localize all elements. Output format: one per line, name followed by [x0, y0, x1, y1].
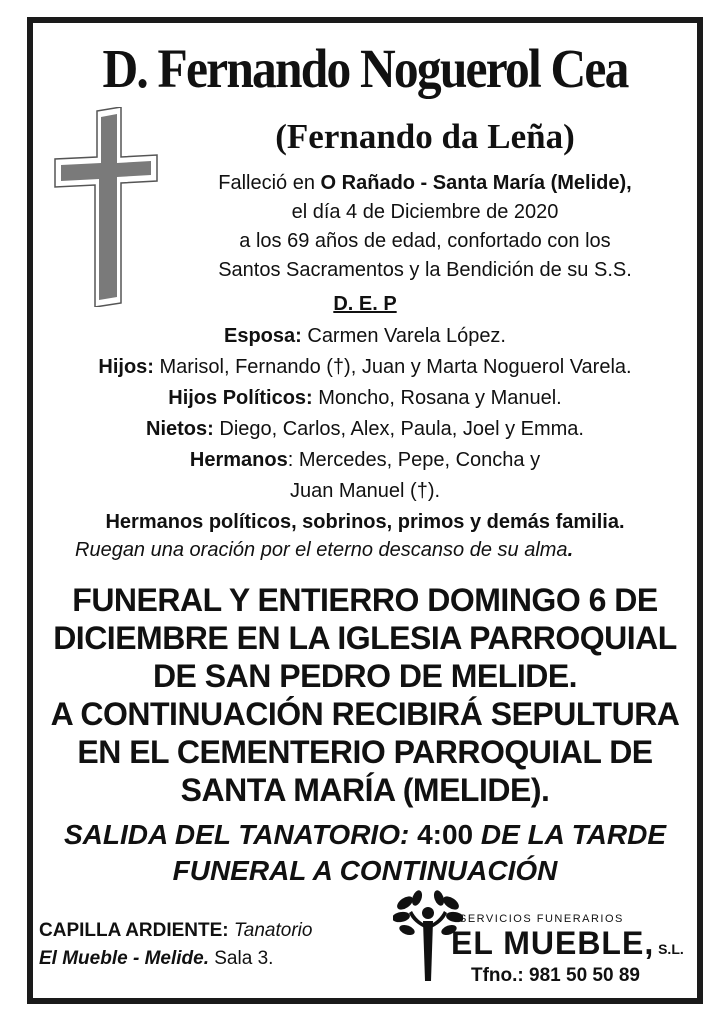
family-esposa — [33, 321, 697, 352]
family-politicos — [33, 383, 697, 414]
wake-info — [39, 917, 312, 973]
esposa-label: Esposa: — [224, 325, 302, 347]
funeral-line: FUNERAL Y ENTIERRO DOMINGO 6 DE — [72, 582, 658, 618]
politicos-value: Moncho, Rosana y Manuel. — [312, 387, 562, 409]
wake-place: Tanatorio — [228, 920, 313, 941]
family-hermanos-cont: Juan Manuel (†). — [289, 480, 441, 502]
logo-brand — [451, 925, 684, 962]
family-hijos — [33, 352, 697, 383]
logo-brand-suffix: S.L. — [654, 941, 684, 957]
dep-heading: D. E. P — [333, 293, 397, 315]
family-hermanos — [33, 445, 697, 476]
funeral-home-logo — [393, 889, 693, 989]
hermanos-label: Hermanos — [189, 449, 288, 471]
funeral-line: DE SAN PEDRO DE MELIDE. — [152, 658, 578, 694]
hijos-label: Hijos: — [98, 356, 154, 378]
logo-phone: Tfno.: 981 50 50 89 — [471, 965, 640, 986]
funeral-line: A CONTINUACIÓN RECIBIRÁ SEPULTURA — [50, 696, 680, 732]
wake-label: CAPILLA ARDIENTE: — [39, 920, 229, 941]
death-details — [163, 169, 687, 285]
prayer-text: Ruegan una oración por el eterno descanso de su alma — [75, 539, 568, 561]
logo-brand-name: EL MUEBLE, — [451, 925, 655, 961]
family-nietos — [33, 414, 697, 445]
sacraments-line: Santos Sacramentos y la Bendición de su S.S. — [218, 259, 632, 281]
prayer-request — [75, 539, 573, 562]
hermanos-value: : Mercedes, Pepe, Concha y — [287, 449, 541, 471]
departure-prefix: SALIDA DEL TANATORIO: — [63, 819, 418, 850]
obituary-card — [27, 17, 703, 1004]
hijos-value: Marisol, Fernando (†), Juan y Marta Noguerol Varela. — [153, 356, 632, 378]
prayer-end: . — [567, 539, 574, 561]
intro-prefix: Falleció en — [218, 172, 321, 194]
logo-services: SERVICIOS FUNERARIOS — [459, 913, 624, 925]
funeral-line: SANTA MARÍA (MELIDE). — [180, 772, 550, 808]
departure-line2: FUNERAL A CONTINUACIÓN — [172, 855, 558, 886]
death-date: el día 4 de Diciembre de 2020 — [291, 201, 559, 223]
nietos-label: Nietos: — [146, 418, 214, 440]
esposa-value: Carmen Varela López. — [301, 325, 506, 347]
death-place: O Rañado - Santa María (Melide), — [320, 172, 632, 194]
departure-info — [33, 817, 697, 889]
family-others: Hermanos políticos, sobrinos, primos y demás familia. — [105, 511, 625, 533]
funeral-line: DICIEMBRE EN LA IGLESIA PARROQUIAL — [53, 620, 677, 656]
cross-icon — [53, 107, 163, 307]
deceased-nickname: (Fernando da Leña) — [275, 117, 575, 156]
funeral-line: EN EL CEMENTERIO PARROQUIAL DE — [77, 734, 653, 770]
departure-suffix: DE LA TARDE — [473, 819, 667, 850]
departure-time: 4:00 — [417, 819, 474, 850]
funeral-announcement — [33, 581, 697, 809]
death-age: a los 69 años de edad, confortado con los — [239, 230, 611, 252]
deceased-name: D. Fernando Noguerol Cea — [102, 38, 628, 99]
politicos-label: Hijos Políticos: — [168, 387, 313, 409]
wake-place2: El Mueble - Melide. — [39, 948, 209, 969]
wake-room: Sala 3. — [208, 948, 274, 969]
family-list — [33, 321, 697, 538]
nietos-value: Diego, Carlos, Alex, Paula, Joel y Emma. — [213, 418, 584, 440]
